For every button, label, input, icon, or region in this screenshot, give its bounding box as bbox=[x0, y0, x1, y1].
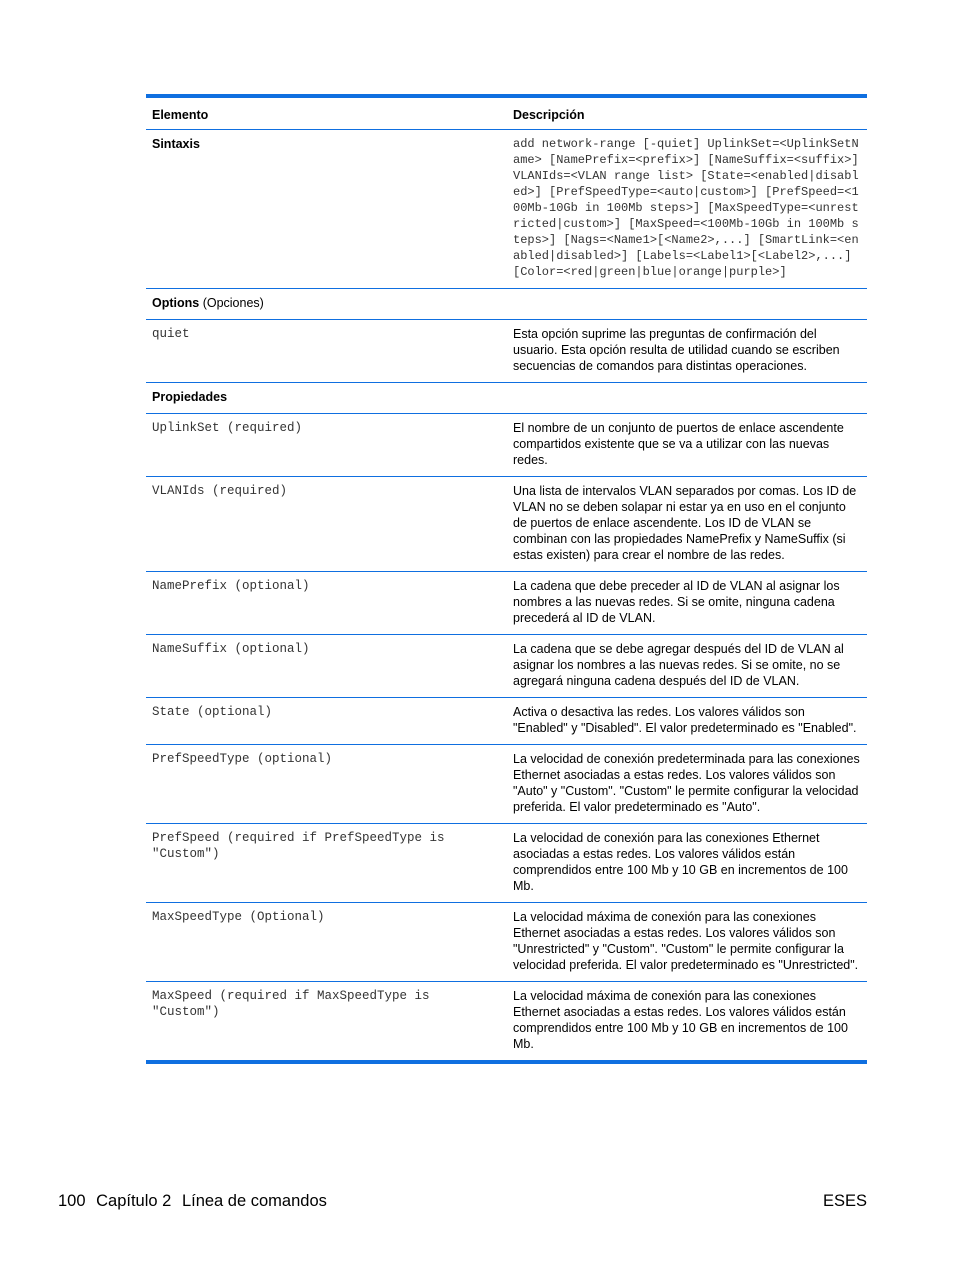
page-footer-left bbox=[58, 1192, 333, 1211]
table-row bbox=[146, 824, 867, 903]
property-name: PrefSpeedType (optional) bbox=[152, 752, 333, 766]
property-desc: La velocidad máxima de conexión para las conexiones Ethernet asociadas a estas redes. Los valores válidos son "Unrestricted" y "Custom". "Custom" le permite configurar la velocidad preferida. El valor predeterminado es "Unrestricted". bbox=[513, 910, 859, 972]
page-number: 100 bbox=[58, 1192, 86, 1210]
property-desc: Una lista de intervalos VLAN separados por comas. Los ID de VLAN no se deben solapar ni estar ya en uso en el conjunto de puertos de enlace ascendente. Los ID de VLAN se combinan con las propiedades NamePrefix y NameSuffix (si estas existen) para crear el nombre de las redes. bbox=[513, 484, 857, 562]
syntax-code: add network-range [-quiet] UplinkSet=<UplinkSetName> [NamePrefix=<prefix>] [NameSuffix=<suffix>] VLANIds=<VLAN range list> [State=<enabled|disabled>] [PrefSpeedType=<auto|custom>] [PrefSpeed=<100Mb-10Gb in 100Mb steps>] [MaxSpeedType=<unrestricted|custom>] [MaxSpeed=<100Mb-10Gb in 100Mb steps>] [Nags=<Name1>[<Name2>,...] [SmartLink=<enabled|disabled>] [Labels=<Label1>[<Label2>,...] [Color=<red|green|blue|orange|purple>] bbox=[513, 137, 866, 279]
command-reference-table bbox=[146, 94, 867, 1064]
options-section-bold: Options bbox=[152, 296, 200, 310]
property-name: MaxSpeed (required if MaxSpeedType is "Custom") bbox=[152, 989, 430, 1019]
header-descripcion: Descripción bbox=[513, 108, 585, 122]
property-name: State (optional) bbox=[152, 705, 273, 719]
property-desc: La velocidad de conexión predeterminada para las conexiones Ethernet asociadas a estas redes. Los valores válidos son "Auto" y "Custom". "Custom" le permite configurar la velocidad preferida. El valor predeterminado es "Auto". bbox=[513, 752, 860, 814]
table-row bbox=[146, 414, 867, 477]
chapter-label: Capítulo 2 bbox=[96, 1192, 172, 1210]
property-desc: La velocidad de conexión para las conexiones Ethernet asociadas a estas redes. Los valores válidos están comprendidos entre 100 Mb y 10 GB en incrementos de 100 Mb. bbox=[513, 831, 848, 893]
options-section-row bbox=[146, 289, 867, 320]
table-row bbox=[146, 572, 867, 635]
page-footer-right: ESES bbox=[822, 1192, 867, 1210]
table-header-row bbox=[146, 96, 867, 130]
chapter-title: Línea de comandos bbox=[181, 1192, 327, 1210]
property-name: NameSuffix (optional) bbox=[152, 642, 310, 656]
header-elemento: Elemento bbox=[152, 108, 209, 122]
table-row bbox=[146, 903, 867, 982]
syntax-label: Sintaxis bbox=[152, 137, 200, 151]
property-name: PrefSpeed (required if PrefSpeedType is "Custom") bbox=[152, 831, 445, 861]
properties-section-label: Propiedades bbox=[152, 390, 228, 404]
syntax-row bbox=[146, 130, 867, 289]
property-desc: La velocidad máxima de conexión para las conexiones Ethernet asociadas a estas redes. Los valores válidos están comprendidos entre 100 Mb y 10 GB en incrementos de 100 Mb. bbox=[513, 989, 848, 1051]
property-desc: La cadena que se debe agregar después del ID de VLAN al asignar los nombres a las nuevas redes. Si se omite, no se agregará ninguna cadena después del ID de VLAN. bbox=[513, 642, 844, 688]
property-desc: El nombre de un conjunto de puertos de enlace ascendente compartidos existente que se va a utilizar con las nuevas redes. bbox=[513, 421, 844, 467]
option-name: quiet bbox=[152, 327, 190, 341]
property-name: MaxSpeedType (Optional) bbox=[152, 910, 325, 924]
table-row bbox=[146, 635, 867, 698]
property-desc: Activa o desactiva las redes. Los valores válidos son "Enabled" y "Disabled". El valor predeterminado es "Enabled". bbox=[513, 705, 857, 735]
options-section-rest: (Opciones) bbox=[199, 296, 264, 310]
property-desc: La cadena que debe preceder al ID de VLAN al asignar los nombres a las nuevas redes. Si se omite, ninguna cadena precederá al ID de VLAN. bbox=[513, 579, 840, 625]
option-desc: Esta opción suprime las preguntas de confirmación del usuario. Esta opción resulta de utilidad cuando se escriben secuencias de comandos para distintas operaciones. bbox=[513, 327, 840, 373]
properties-section-row bbox=[146, 383, 867, 414]
property-name: NamePrefix (optional) bbox=[152, 579, 310, 593]
table-row bbox=[146, 698, 867, 745]
syntax-cell bbox=[507, 130, 867, 289]
property-name: VLANIds (required) bbox=[152, 484, 288, 498]
table-row bbox=[146, 745, 867, 824]
table-row bbox=[146, 477, 867, 572]
property-name: UplinkSet (required) bbox=[152, 421, 303, 435]
table-row bbox=[146, 320, 867, 383]
options-section-label bbox=[146, 289, 867, 320]
table-row bbox=[146, 982, 867, 1063]
